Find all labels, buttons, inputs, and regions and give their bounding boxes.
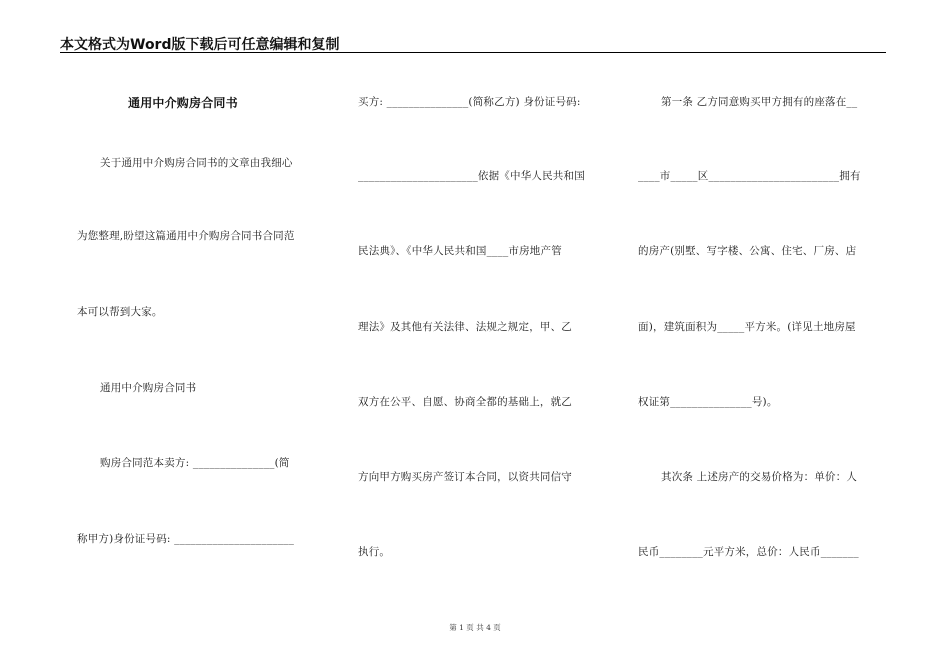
text-line: 关于通用中介购房合同书的文章由我细心 bbox=[100, 157, 293, 169]
text-line: 买方: _______________(简称乙方) 身份证号码: bbox=[358, 96, 581, 108]
text-line: 的房产(别墅、写字楼、公寓、住宅、厂房、店 bbox=[638, 245, 857, 257]
text-line: 购房合同范本卖方: _______________(简 bbox=[100, 457, 290, 469]
text-line: 双方在公平、自愿、协商全都的基础上，就乙 bbox=[358, 396, 572, 408]
document-header bbox=[60, 30, 886, 53]
text-line: 通用中介购房合同书 bbox=[100, 382, 197, 394]
text-line: 理法》及其他有关法律、法规之规定，甲、乙 bbox=[358, 321, 572, 333]
text-line: 第一条 乙方同意购买甲方拥有的座落在__ bbox=[661, 96, 858, 108]
text-line: 其次条 上述房产的交易价格为：单价：人 bbox=[661, 471, 858, 483]
text-line: 面)，建筑面积为_____平方米。(详见土地房屋 bbox=[638, 321, 856, 333]
text-line: 权证第_______________号)。 bbox=[638, 396, 778, 408]
header-banner: 本文格式为Word版下载后可任意编辑和复制 bbox=[60, 37, 340, 53]
document-title: 通用中介购房合同书 bbox=[128, 96, 238, 110]
text-line: 称甲方)身份证号码: ______________________ bbox=[77, 533, 295, 545]
text-line: 本可以帮到大家。 bbox=[77, 306, 163, 318]
text-line: 民法典》、《中华人民共和国____市房地产管 bbox=[358, 245, 562, 257]
page-number: 第 1 页 共 4 页 bbox=[449, 623, 501, 632]
text-line: 方向甲方购买房产签订本合同，以资共同信守 bbox=[358, 471, 572, 483]
text-line: 执行。 bbox=[358, 546, 391, 558]
text-line: 为您整理,盼望这篇通用中介购房合同书合同范 bbox=[77, 230, 295, 242]
text-line: ____市_____区________________________拥有 bbox=[638, 170, 861, 182]
text-line: 民币________元平方米，总价：人民币_______ bbox=[638, 546, 859, 558]
text-line: ______________________依据《中华人民共和国 bbox=[358, 170, 585, 182]
